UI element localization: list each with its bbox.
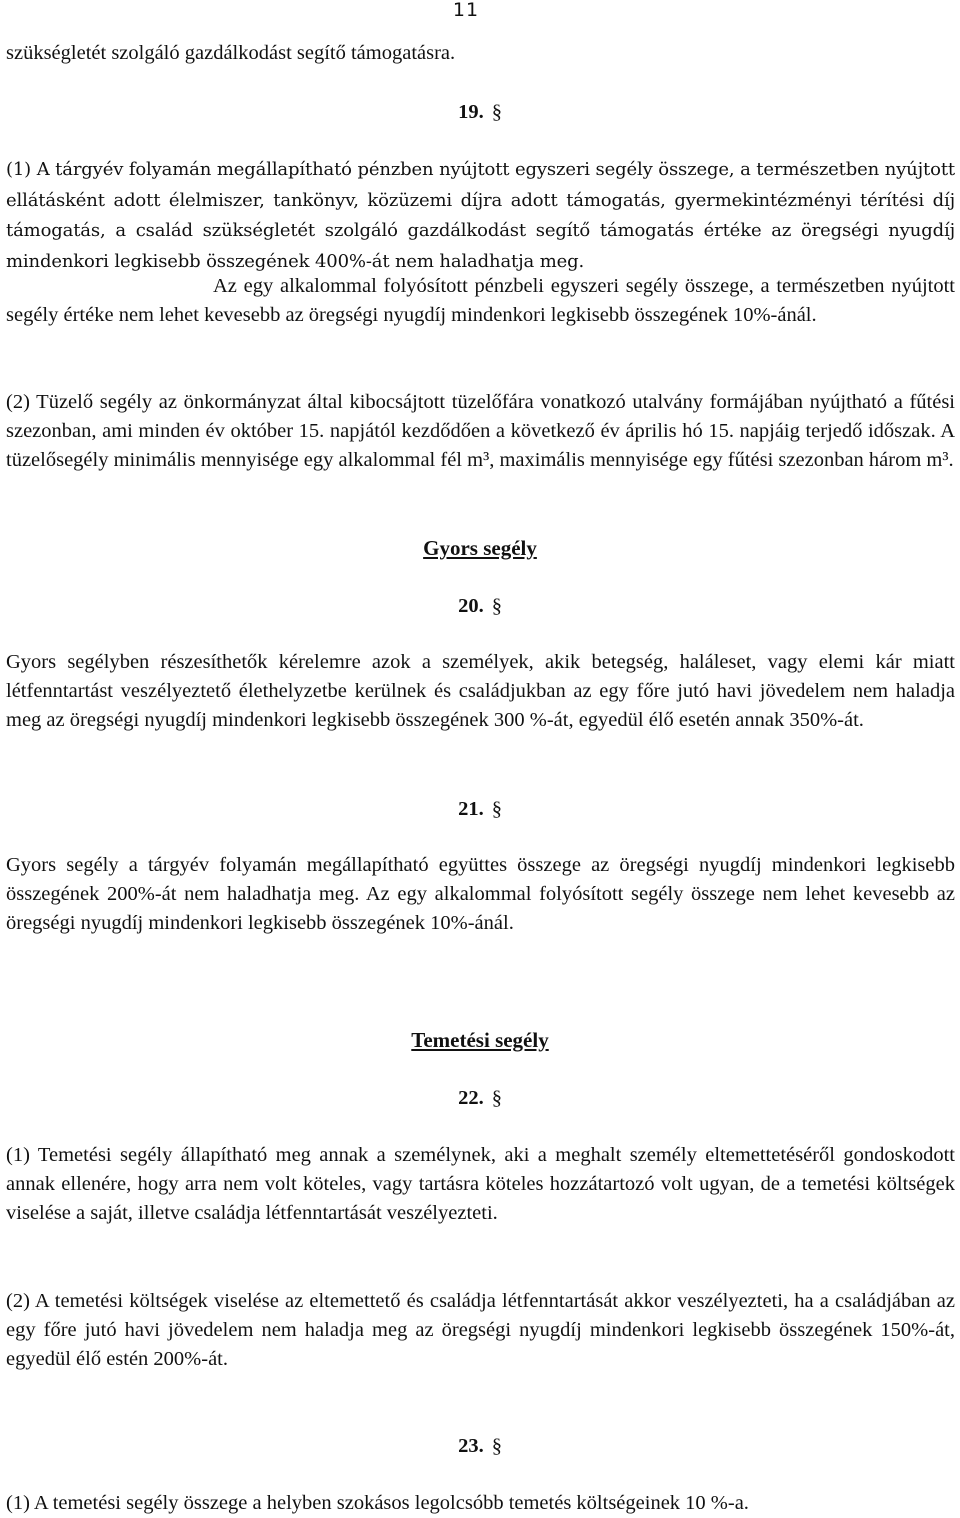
section-sign: §	[491, 798, 502, 820]
paragraph-19-1a: (1) A tárgyév folyamán megállapítható pénzben nyújtott egyszeri segély összege, a természetben nyújtott ellátásként adott élelmiszer, tankönyv, közüzemi díjra adott támogatás, gyermekintézményi térítési díj támogatás, a család szükségletét szolgáló gazdálkodást segítő támogatás értéke az öregségi nyugdíj mindenkori legkisebb összegének 400%-át nem haladhatja meg.	[6, 159, 955, 272]
paragraph-22-2: (2) A temetési költségek viselése az eltemettető és családja létfenntartását akkor veszélyezteti, ha a családjában az egy főre jutó havi jövedelem nem haladja meg az öregségi nyugdíj mindenkori legkisebb összegének 150%-át, egyedül élő estén 200%-át.	[6, 1290, 955, 1370]
section-21-number: 21.	[458, 798, 484, 820]
section-19-title	[0, 98, 960, 126]
section-23-number: 23.	[458, 1435, 484, 1457]
paragraph-19-2: (2) Tüzelő segély az önkormányzat által kibocsájtott tüzelőfára vonatkozó utalvány formájában nyújtható a fűtési szezonban, ami minden év október 15. napjától kezdődően a következő év április hó 15. napjáig terjedő időszak. A tüzelősegély minimális mennyisége egy alkalommal fél m³, maximális mennyisége egy fűtési szezonban három m³.	[6, 391, 955, 471]
section-20-title	[0, 592, 960, 620]
heading-temetesi-segely: Temetési segély	[411, 1028, 549, 1052]
paragraph-22-1: (1) Temetési segély állapítható meg annak a személynek, aki a meghalt személy eltemettetéséről gondoskodott annak ellenére, hogy arra nem volt köteles, vagy tartásra köteles hozzátartozó volt ugyan, de a temetési költségek viselése a saját, illetve családja létfenntartását veszélyezteti.	[6, 1144, 955, 1224]
heading-gyors-segely: Gyors segély	[423, 536, 537, 560]
section-23-title	[0, 1432, 960, 1460]
section-sign: §	[491, 101, 502, 123]
section-20-number: 20.	[458, 595, 484, 617]
paragraph-19-1b: Az egy alkalommal folyósított pénzbeli egyszeri segély összege, a természetben nyújtott segély értéke nem lehet kevesebb az öregségi nyugdíj mindenkori legkisebb összegének 10%-ánál.	[6, 275, 955, 326]
section-19-number: 19.	[458, 101, 484, 123]
section-sign: §	[491, 595, 502, 617]
paragraph-23-1: (1) A temetési segély összege a helyben szokásos legolcsóbb temetés költségeinek 10 %-a.	[6, 1492, 749, 1514]
top-line-text: szükségletét szolgáló gazdálkodást segítő támogatásra.	[6, 42, 456, 64]
paragraph-21: Gyors segély a tárgyév folyamán megállapítható együttes összege az öregségi nyugdíj mindenkori legkisebb összegének 200%-át nem haladhatja meg. Az egy alkalommal folyósított segély összege nem lehet kevesebb az öregségi nyugdíj mindenkori legkisebb összegének 10%-ánál.	[6, 854, 955, 934]
paragraph-20: Gyors segélyben részesíthetők kérelemre azok a személyek, akik betegség, haláleset, vagy elemi kár miatt létfenntartást veszélyeztető élethelyzetbe kerülnek és családjukban az egy főre jutó havi jövedelem nem haladja meg az öregségi nyugdíj mindenkori legkisebb összegének 300 %-át, egyedül élő esetén annak 350%-át.	[6, 651, 955, 731]
section-21-title	[0, 795, 960, 823]
section-22-number: 22.	[458, 1087, 484, 1109]
section-sign: §	[491, 1435, 502, 1457]
page-number: 11	[452, 0, 480, 21]
section-22-title	[0, 1084, 960, 1112]
section-sign: §	[491, 1087, 502, 1109]
